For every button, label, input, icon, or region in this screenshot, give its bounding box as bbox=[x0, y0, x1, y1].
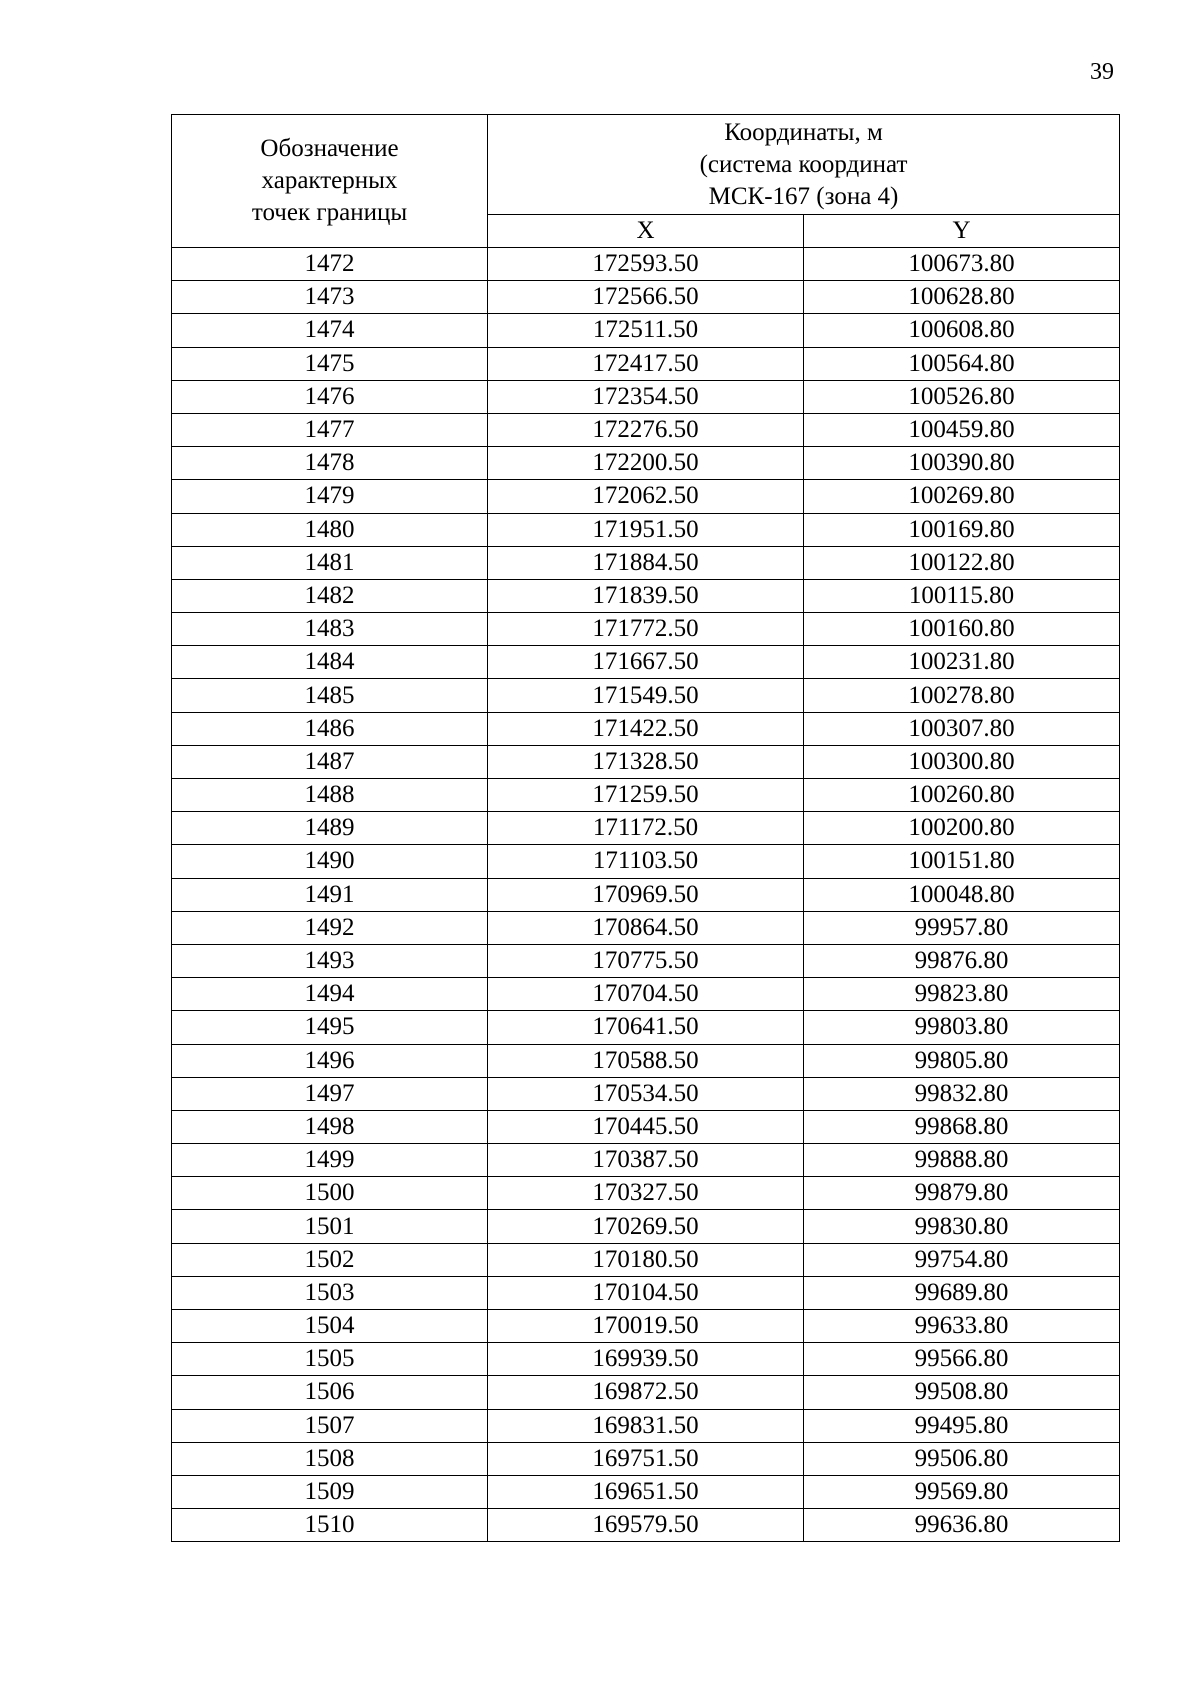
point-number-cell: 1490 bbox=[172, 845, 488, 878]
point-number-cell: 1482 bbox=[172, 579, 488, 612]
y-coordinate-cell: 100564.80 bbox=[804, 347, 1120, 380]
y-column-header: Y bbox=[804, 215, 1120, 248]
x-coordinate-cell: 169579.50 bbox=[488, 1509, 804, 1542]
y-coordinate-cell: 100269.80 bbox=[804, 480, 1120, 513]
point-number-cell: 1506 bbox=[172, 1376, 488, 1409]
x-coordinate-cell: 170775.50 bbox=[488, 944, 804, 977]
x-coordinate-cell: 170104.50 bbox=[488, 1276, 804, 1309]
table-row bbox=[172, 944, 1120, 977]
table-row bbox=[172, 281, 1120, 314]
table-body bbox=[172, 248, 1120, 1542]
y-coordinate-cell: 99832.80 bbox=[804, 1077, 1120, 1110]
table-row bbox=[172, 248, 1120, 281]
table-row bbox=[172, 1210, 1120, 1243]
y-coordinate-cell: 100307.80 bbox=[804, 712, 1120, 745]
table-row bbox=[172, 480, 1120, 513]
x-coordinate-cell: 170327.50 bbox=[488, 1177, 804, 1210]
coordinates-header: Координаты, м (система координат МСК-167 (зона 4) bbox=[488, 115, 1120, 215]
point-number-cell: 1475 bbox=[172, 347, 488, 380]
table-header bbox=[172, 115, 1120, 248]
table-row bbox=[172, 1310, 1120, 1343]
x-coordinate-cell: 170864.50 bbox=[488, 911, 804, 944]
point-number-cell: 1474 bbox=[172, 314, 488, 347]
table-row bbox=[172, 413, 1120, 446]
table-row bbox=[172, 1243, 1120, 1276]
point-number-cell: 1504 bbox=[172, 1310, 488, 1343]
y-coordinate-cell: 99876.80 bbox=[804, 944, 1120, 977]
table-row bbox=[172, 911, 1120, 944]
y-coordinate-cell: 100526.80 bbox=[804, 380, 1120, 413]
table-row bbox=[172, 1144, 1120, 1177]
table-row bbox=[172, 1343, 1120, 1376]
point-number-cell: 1496 bbox=[172, 1044, 488, 1077]
point-number-cell: 1509 bbox=[172, 1475, 488, 1508]
y-coordinate-cell: 99805.80 bbox=[804, 1044, 1120, 1077]
table-row bbox=[172, 546, 1120, 579]
table-row bbox=[172, 878, 1120, 911]
point-number-cell: 1502 bbox=[172, 1243, 488, 1276]
x-coordinate-cell: 171172.50 bbox=[488, 812, 804, 845]
point-number-cell: 1473 bbox=[172, 281, 488, 314]
y-coordinate-cell: 100200.80 bbox=[804, 812, 1120, 845]
point-number-cell: 1501 bbox=[172, 1210, 488, 1243]
point-number-cell: 1476 bbox=[172, 380, 488, 413]
y-coordinate-cell: 99879.80 bbox=[804, 1177, 1120, 1210]
x-coordinate-cell: 169939.50 bbox=[488, 1343, 804, 1376]
point-number-cell: 1487 bbox=[172, 745, 488, 778]
point-number-cell: 1483 bbox=[172, 613, 488, 646]
table-row bbox=[172, 779, 1120, 812]
y-coordinate-cell: 100048.80 bbox=[804, 878, 1120, 911]
table-row bbox=[172, 1044, 1120, 1077]
y-coordinate-cell: 99506.80 bbox=[804, 1442, 1120, 1475]
y-coordinate-cell: 100115.80 bbox=[804, 579, 1120, 612]
table-row bbox=[172, 1110, 1120, 1143]
y-coordinate-cell: 99508.80 bbox=[804, 1376, 1120, 1409]
y-coordinate-cell: 100160.80 bbox=[804, 613, 1120, 646]
x-coordinate-cell: 170445.50 bbox=[488, 1110, 804, 1143]
table-row bbox=[172, 613, 1120, 646]
y-coordinate-cell: 99868.80 bbox=[804, 1110, 1120, 1143]
point-number-cell: 1500 bbox=[172, 1177, 488, 1210]
y-coordinate-cell: 99566.80 bbox=[804, 1343, 1120, 1376]
table-row bbox=[172, 978, 1120, 1011]
x-column-header: X bbox=[488, 215, 804, 248]
x-coordinate-cell: 170969.50 bbox=[488, 878, 804, 911]
y-coordinate-cell: 100151.80 bbox=[804, 845, 1120, 878]
y-coordinate-cell: 100390.80 bbox=[804, 447, 1120, 480]
point-number-cell: 1498 bbox=[172, 1110, 488, 1143]
point-number-cell: 1472 bbox=[172, 248, 488, 281]
table-row bbox=[172, 1475, 1120, 1508]
y-coordinate-cell: 99495.80 bbox=[804, 1409, 1120, 1442]
y-coordinate-cell: 100300.80 bbox=[804, 745, 1120, 778]
x-coordinate-cell: 171422.50 bbox=[488, 712, 804, 745]
y-coordinate-cell: 99888.80 bbox=[804, 1144, 1120, 1177]
point-number-cell: 1489 bbox=[172, 812, 488, 845]
x-coordinate-cell: 169872.50 bbox=[488, 1376, 804, 1409]
y-coordinate-cell: 99689.80 bbox=[804, 1276, 1120, 1309]
point-number-cell: 1484 bbox=[172, 646, 488, 679]
x-coordinate-cell: 170269.50 bbox=[488, 1210, 804, 1243]
table-row bbox=[172, 1509, 1120, 1542]
y-coordinate-cell: 100673.80 bbox=[804, 248, 1120, 281]
x-coordinate-cell: 169651.50 bbox=[488, 1475, 804, 1508]
x-coordinate-cell: 172566.50 bbox=[488, 281, 804, 314]
x-coordinate-cell: 169831.50 bbox=[488, 1409, 804, 1442]
table-row bbox=[172, 745, 1120, 778]
point-number-cell: 1497 bbox=[172, 1077, 488, 1110]
x-coordinate-cell: 171951.50 bbox=[488, 513, 804, 546]
x-coordinate-cell: 172200.50 bbox=[488, 447, 804, 480]
x-coordinate-cell: 170019.50 bbox=[488, 1310, 804, 1343]
y-coordinate-cell: 100459.80 bbox=[804, 413, 1120, 446]
x-coordinate-cell: 172593.50 bbox=[488, 248, 804, 281]
table-row bbox=[172, 845, 1120, 878]
x-coordinate-cell: 170180.50 bbox=[488, 1243, 804, 1276]
point-number-cell: 1481 bbox=[172, 546, 488, 579]
y-coordinate-cell: 99823.80 bbox=[804, 978, 1120, 1011]
point-number-cell: 1486 bbox=[172, 712, 488, 745]
table-row bbox=[172, 1077, 1120, 1110]
x-coordinate-cell: 172354.50 bbox=[488, 380, 804, 413]
x-coordinate-cell: 171772.50 bbox=[488, 613, 804, 646]
point-number-cell: 1507 bbox=[172, 1409, 488, 1442]
x-coordinate-cell: 171667.50 bbox=[488, 646, 804, 679]
x-coordinate-cell: 169751.50 bbox=[488, 1442, 804, 1475]
x-coordinate-cell: 170641.50 bbox=[488, 1011, 804, 1044]
point-number-cell: 1485 bbox=[172, 679, 488, 712]
y-coordinate-cell: 100608.80 bbox=[804, 314, 1120, 347]
table-row bbox=[172, 380, 1120, 413]
coordinates-table bbox=[171, 114, 1120, 1542]
point-number-cell: 1494 bbox=[172, 978, 488, 1011]
point-number-cell: 1508 bbox=[172, 1442, 488, 1475]
x-coordinate-cell: 171884.50 bbox=[488, 546, 804, 579]
table-row bbox=[172, 513, 1120, 546]
y-coordinate-cell: 99803.80 bbox=[804, 1011, 1120, 1044]
table-row bbox=[172, 1409, 1120, 1442]
table-row bbox=[172, 1376, 1120, 1409]
x-coordinate-cell: 170387.50 bbox=[488, 1144, 804, 1177]
x-coordinate-cell: 171839.50 bbox=[488, 579, 804, 612]
y-coordinate-cell: 99633.80 bbox=[804, 1310, 1120, 1343]
x-coordinate-cell: 172511.50 bbox=[488, 314, 804, 347]
point-number-cell: 1477 bbox=[172, 413, 488, 446]
x-coordinate-cell: 171328.50 bbox=[488, 745, 804, 778]
point-number-cell: 1503 bbox=[172, 1276, 488, 1309]
point-number-cell: 1505 bbox=[172, 1343, 488, 1376]
y-coordinate-cell: 100169.80 bbox=[804, 513, 1120, 546]
x-coordinate-cell: 172417.50 bbox=[488, 347, 804, 380]
y-coordinate-cell: 99830.80 bbox=[804, 1210, 1120, 1243]
table-row bbox=[172, 646, 1120, 679]
x-coordinate-cell: 171549.50 bbox=[488, 679, 804, 712]
table-row bbox=[172, 447, 1120, 480]
table-row bbox=[172, 679, 1120, 712]
point-number-cell: 1492 bbox=[172, 911, 488, 944]
table-row bbox=[172, 579, 1120, 612]
y-coordinate-cell: 100628.80 bbox=[804, 281, 1120, 314]
point-number-cell: 1488 bbox=[172, 779, 488, 812]
x-coordinate-cell: 170588.50 bbox=[488, 1044, 804, 1077]
y-coordinate-cell: 99957.80 bbox=[804, 911, 1120, 944]
x-coordinate-cell: 172062.50 bbox=[488, 480, 804, 513]
point-number-cell: 1480 bbox=[172, 513, 488, 546]
y-coordinate-cell: 100231.80 bbox=[804, 646, 1120, 679]
table-row bbox=[172, 1011, 1120, 1044]
table-row bbox=[172, 1177, 1120, 1210]
point-number-cell: 1478 bbox=[172, 447, 488, 480]
y-coordinate-cell: 100260.80 bbox=[804, 779, 1120, 812]
x-coordinate-cell: 171103.50 bbox=[488, 845, 804, 878]
table-row bbox=[172, 712, 1120, 745]
y-coordinate-cell: 99569.80 bbox=[804, 1475, 1120, 1508]
point-number-cell: 1491 bbox=[172, 878, 488, 911]
page-number: 39 bbox=[1090, 59, 1114, 85]
point-number-cell: 1495 bbox=[172, 1011, 488, 1044]
table-row bbox=[172, 1276, 1120, 1309]
table-row bbox=[172, 314, 1120, 347]
y-coordinate-cell: 99754.80 bbox=[804, 1243, 1120, 1276]
table-row bbox=[172, 347, 1120, 380]
point-number-cell: 1510 bbox=[172, 1509, 488, 1542]
table-row bbox=[172, 1442, 1120, 1475]
point-number-cell: 1479 bbox=[172, 480, 488, 513]
y-coordinate-cell: 99636.80 bbox=[804, 1509, 1120, 1542]
point-number-cell: 1493 bbox=[172, 944, 488, 977]
x-coordinate-cell: 170534.50 bbox=[488, 1077, 804, 1110]
y-coordinate-cell: 100278.80 bbox=[804, 679, 1120, 712]
x-coordinate-cell: 172276.50 bbox=[488, 413, 804, 446]
x-coordinate-cell: 171259.50 bbox=[488, 779, 804, 812]
y-coordinate-cell: 100122.80 bbox=[804, 546, 1120, 579]
point-designation-header: Обозначение характерных точек границы bbox=[172, 115, 488, 248]
table-row bbox=[172, 812, 1120, 845]
point-number-cell: 1499 bbox=[172, 1144, 488, 1177]
x-coordinate-cell: 170704.50 bbox=[488, 978, 804, 1011]
